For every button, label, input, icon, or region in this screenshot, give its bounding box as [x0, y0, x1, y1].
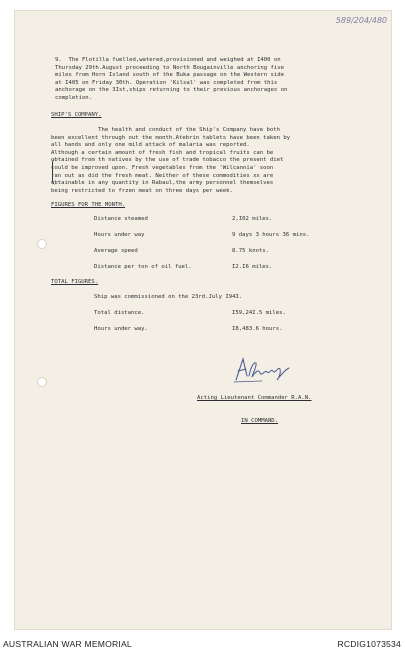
ships-company-line: could be improved upon. Fresh vegetables from the 'Wilcannia' soon	[51, 165, 274, 171]
figure-label: Hours under way.	[94, 326, 148, 332]
total-figures-heading: TOTAL FIGURES.	[51, 279, 99, 285]
figure-label: Average speed	[94, 248, 138, 254]
para9-line: miles from Horn Island south of the Buka passage on the Western side	[55, 72, 285, 79]
figure-label: Distance per ton of oil fuel.	[94, 264, 192, 270]
ships-company-line: Although a certain amount of fresh fish and tropical fruits can be	[51, 149, 274, 156]
archive-reference: 589/204/480	[335, 16, 387, 25]
figure-label: Total distance.	[94, 310, 145, 316]
figure-value: 8.75 knots.	[232, 248, 270, 254]
ships-company-line: been excellent through out the month.Atebrin tablets have been taken by	[51, 134, 291, 141]
ships-company-line: being restricted to frzen meat on three days per week.	[51, 187, 233, 194]
document-page	[14, 10, 392, 630]
para9-line: at I405 on Friday 30th. Operation 'Kilsal' was completed from this	[55, 79, 278, 86]
figure-label: Hours under way	[94, 232, 145, 238]
margin-bracket-mark	[52, 159, 58, 185]
figure-label: Distance steamed	[94, 216, 148, 222]
para9-line: Thursday 29th.August proceeding to North Bougainville anchoring five	[55, 64, 285, 71]
handwritten-signature	[232, 354, 292, 384]
figure-value: 9 days 3 hours 36 mins.	[232, 232, 310, 238]
signature-title: Acting Lieutenant Commander R.A.N.	[197, 395, 312, 401]
in-command-label: IN COMMAND.	[241, 418, 279, 424]
figure-value: I59,24I.5 miles.	[232, 310, 286, 316]
footer-catalogue-id: RCDIG1073534	[337, 639, 401, 649]
para9-line: 9. The Flotilla fuelled,watered,provisioned and weighed at I400 on	[55, 57, 281, 63]
ships-company-heading: SHIP'S COMPANY.	[51, 112, 102, 118]
ships-company-line: obtainable in any quantity in Rabaul,the army personnel themselves	[51, 180, 274, 187]
figures-month-heading: FIGURES FOR THE MONTH.	[51, 202, 126, 208]
ships-company-line: The health and conduct of the Ship's Company have both	[51, 127, 281, 133]
figure-value: I2.I6 miles.	[232, 264, 273, 270]
commissioned-line: Ship was commissioned on the 23rd.July I94I.	[94, 294, 243, 300]
punch-hole	[37, 377, 47, 387]
ships-company-line: ran out as did the fresh meat. Neither of these commodities xx are	[51, 172, 274, 179]
footer-institution: AUSTRALIAN WAR MEMORIAL	[3, 639, 132, 649]
figure-value: I8,483.6 hours.	[232, 326, 283, 332]
figure-value: 2,I02 miles.	[232, 216, 273, 222]
para9-line: completion.	[55, 95, 93, 101]
para9-line: anchorage on the 3Ist,ships returning to their previous anchorages on	[55, 87, 288, 94]
ships-company-line: all hands and only one mild attack of malaria was reported.	[51, 142, 250, 149]
punch-hole	[37, 239, 47, 249]
ships-company-line: obtained from th natives by the use of trade tobacco the present diet	[51, 157, 284, 164]
